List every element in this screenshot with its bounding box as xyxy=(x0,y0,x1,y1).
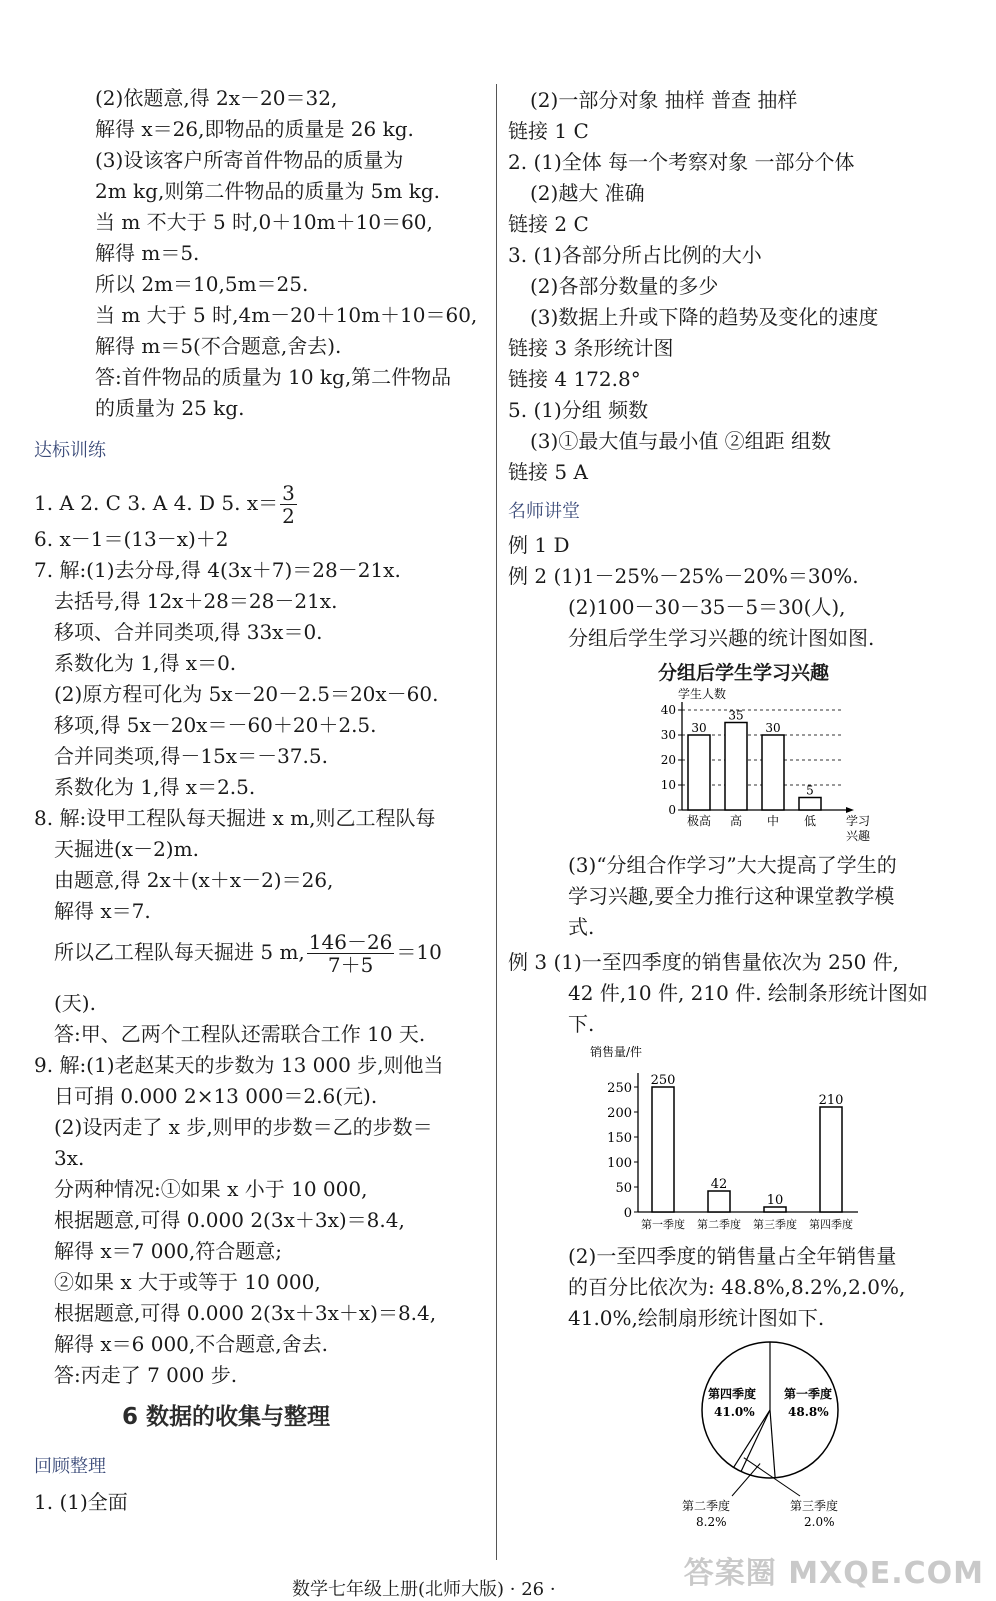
bar-value-label: 42 xyxy=(710,1177,728,1192)
text-line: (天). xyxy=(54,991,96,1015)
chart1-title: 分组后学生学习兴趣 xyxy=(658,662,830,684)
bar xyxy=(799,798,821,811)
bar-value-label: 5 xyxy=(806,783,814,798)
text-line: (2)设丙走了 x 步,则甲的步数＝乙的步数＝ xyxy=(54,1115,433,1139)
page-footer: 数学七年级上册(北师大版) · 26 · xyxy=(292,1579,556,1600)
bar xyxy=(652,1087,674,1212)
text-line: 的百分比依次为: 48.8%,8.2%,2.0%, xyxy=(568,1275,906,1299)
fraction-denominator: 7＋5 xyxy=(327,953,374,977)
text-line: 解得 x＝6 000,不合题意,舍去. xyxy=(54,1332,328,1356)
bar xyxy=(725,723,747,811)
text-line: 分组后学生学习兴趣的统计图如图. xyxy=(568,626,875,650)
text-line: 链接 5 A xyxy=(508,460,588,484)
chart3-sales-pie xyxy=(670,1338,870,1530)
text-line: 解得 m＝5. xyxy=(95,241,200,265)
text-line: 3. (1)各部分所占比例的大小 xyxy=(508,243,762,267)
text-line: 所以 2m＝10,5m＝25. xyxy=(95,272,309,296)
bar xyxy=(688,735,710,810)
text-line: (2)原方程可化为 5x－20－2.5＝20x－60. xyxy=(54,682,439,706)
text-line: 7. 解:(1)去分母,得 4(3x＋7)＝28－21x. xyxy=(34,558,401,582)
chapter-title: 6 数据的收集与整理 xyxy=(122,1404,331,1430)
text-line: 去括号,得 12x＋28＝28－21x. xyxy=(54,589,338,613)
text-line: (2)越大 准确 xyxy=(530,181,645,205)
y-tick-label: 30 xyxy=(660,728,676,742)
text-line: (2)100－30－35－5＝30(人), xyxy=(568,595,846,619)
text-line: (2)各部分数量的多少 xyxy=(530,274,719,298)
x-tick-label: 第一季度 xyxy=(641,1218,685,1231)
text-line: (3)“分组合作学习”大大提高了学生的 xyxy=(568,853,897,877)
y-tick-label: 50 xyxy=(615,1181,632,1196)
y-tick-label: 100 xyxy=(607,1156,632,1171)
text-line: 答:首件物品的质量为 10 kg,第二件物品 xyxy=(95,365,452,389)
text-line: 的质量为 25 kg. xyxy=(95,396,245,420)
y-tick-label: 250 xyxy=(607,1081,632,1096)
y-axis-label: 销售量/件 xyxy=(590,1045,643,1059)
q8-text: 所以乙工程队每天掘进 5 m, xyxy=(54,940,305,964)
text-line: 下. xyxy=(568,1012,595,1036)
text-line: 5. (1)分组 频数 xyxy=(508,398,649,422)
text-line: 9. 解:(1)老赵某天的步数为 13 000 步,则他当 xyxy=(34,1053,444,1077)
y-tick-label: 0 xyxy=(668,803,676,817)
text-line: 解得 x＝7 000,符合题意; xyxy=(54,1239,282,1263)
section-heading-huigu: 回顾整理 xyxy=(34,1456,106,1477)
y-tick-label: 200 xyxy=(607,1106,632,1121)
text-line: 分两种情况:①如果 x 小于 10 000, xyxy=(54,1177,368,1201)
chart2-sales-bar xyxy=(588,1040,888,1240)
section-heading-dabiao: 达标训练 xyxy=(34,440,106,461)
x-tick-label: 第四季度 xyxy=(809,1218,853,1231)
section-heading-mingshi: 名师讲堂 xyxy=(508,501,580,522)
text-line: 天掘进(x－2)m. xyxy=(54,837,199,861)
text-line: 例 1 D xyxy=(508,533,570,557)
text-line: 例 2 (1)1－25%－25%－20%＝30%. xyxy=(508,564,859,588)
text-line: 链接 4 172.8° xyxy=(508,367,641,391)
text-line: (3)数据上升或下降的趋势及变化的速度 xyxy=(530,305,879,329)
bar-value-label: 10 xyxy=(766,1193,784,1208)
bar-value-label: 30 xyxy=(765,721,781,735)
column-divider xyxy=(496,84,497,1560)
text-line: (2)一至四季度的销售量占全年销售量 xyxy=(568,1244,897,1268)
text-line: (3)①最大值与最小值 ②组距 组数 xyxy=(530,429,832,453)
text-line: 当 m 大于 5 时,4m－20＋10m＋10＝60, xyxy=(95,303,478,327)
q8-result: ＝10 xyxy=(396,940,442,964)
chart1-interest-bar xyxy=(650,682,890,847)
slice-percent: 2.0% xyxy=(804,1515,835,1529)
x-tick-label: 第二季度 xyxy=(697,1218,741,1231)
y-tick-label: 0 xyxy=(623,1206,632,1221)
text-line: 由题意,得 2x＋(x＋x－2)＝26, xyxy=(54,868,334,892)
y-tick-label: 150 xyxy=(607,1131,632,1146)
text-line: 链接 2 C xyxy=(508,212,589,236)
bar-value-label: 250 xyxy=(650,1073,676,1088)
text-line: 式. xyxy=(568,915,595,939)
y-axis-label: 学生人数 xyxy=(678,687,727,701)
y-tick-label: 20 xyxy=(660,753,676,767)
x-tick-label: 低 xyxy=(803,814,817,828)
bar-value-label: 210 xyxy=(818,1093,844,1108)
text-line: 解得 x＝26,即物品的质量是 26 kg. xyxy=(95,117,414,141)
slice-label: 第二季度 xyxy=(682,1499,731,1513)
text-line: 系数化为 1,得 x＝2.5. xyxy=(54,775,256,799)
slice-percent: 8.2% xyxy=(696,1515,727,1529)
text-line: 1. (1)全面 xyxy=(34,1490,128,1514)
text-line: 解得 x＝7. xyxy=(54,899,151,923)
bar xyxy=(762,735,784,810)
x-tick-label: 中 xyxy=(766,814,780,828)
x-tick-label: 高 xyxy=(729,814,743,828)
bar-value-label: 30 xyxy=(691,721,707,735)
text-line: 链接 3 条形统计图 xyxy=(508,336,674,360)
text-line: 41.0%,绘制扇形统计图如下. xyxy=(568,1306,825,1330)
text-line: 当 m 不大于 5 时,0＋10m＋10＝60, xyxy=(95,210,433,234)
text-line: (2)依题意,得 2x－20＝32, xyxy=(95,86,338,110)
right-column xyxy=(500,0,996,1600)
text-line: 3x. xyxy=(54,1146,85,1170)
slice-label: 第一季度 xyxy=(784,1387,833,1401)
fraction xyxy=(280,482,297,527)
fraction-numerator: 3 xyxy=(282,481,295,505)
text-line: 系数化为 1,得 x＝0. xyxy=(54,651,237,675)
text-line: 根据题意,可得 0.000 2(3x＋3x)＝8.4, xyxy=(54,1208,405,1232)
text-line: 移项,得 5x－20x＝－60＋20＋2.5. xyxy=(54,713,377,737)
x-axis-label: 学习 xyxy=(846,814,871,828)
text-line: 合并同类项,得－15x＝－37.5. xyxy=(54,744,328,768)
text-line: 2m kg,则第二件物品的质量为 5m kg. xyxy=(95,179,441,203)
fraction-denominator: 2 xyxy=(282,504,295,528)
slice-label: 第四季度 xyxy=(708,1387,757,1401)
text-line: 答:甲、乙两个工程队还需联合工作 10 天. xyxy=(54,1022,426,1046)
bar xyxy=(708,1191,730,1212)
text-line: ②如果 x 大于或等于 10 000, xyxy=(54,1270,321,1294)
text-line: (2)一部分对象 抽样 普查 抽样 xyxy=(530,88,798,112)
x-tick-label: 第三季度 xyxy=(753,1218,797,1231)
slice-label: 第三季度 xyxy=(790,1499,839,1513)
fraction xyxy=(307,931,395,976)
text-line: 学习兴趣,要全力推行这种课堂教学模 xyxy=(568,884,895,908)
bar-value-label: 35 xyxy=(728,708,744,723)
text-line: 链接 1 C xyxy=(508,119,589,143)
answer-line-8 xyxy=(54,931,442,976)
text-line: 2. (1)全体 每一个考察对象 一部分个体 xyxy=(508,150,855,174)
text-line: 日可捐 0.000 2×13 000＝2.6(元). xyxy=(54,1084,378,1108)
watermark: 答案圈 MXQE.COM xyxy=(683,1556,984,1591)
text-line: (3)设该客户所寄首件物品的质量为 xyxy=(95,148,404,172)
slice-percent: 48.8% xyxy=(788,1405,829,1419)
y-tick-label: 40 xyxy=(660,703,676,717)
text-line: 6. x－1＝(13－x)＋2 xyxy=(34,527,229,551)
text-line: 例 3 (1)一至四季度的销售量依次为 250 件, xyxy=(508,950,900,974)
x-tick-label: 极高 xyxy=(686,814,712,828)
y-tick-label: 10 xyxy=(660,778,676,792)
text-line: 答:丙走了 7 000 步. xyxy=(54,1363,238,1387)
bar xyxy=(820,1107,842,1212)
text-line: 8. 解:设甲工程队每天掘进 x m,则乙工程队每 xyxy=(34,806,436,830)
answer-line-1-5 xyxy=(34,482,299,527)
text-line: 42 件,10 件, 210 件. 绘制条形统计图如 xyxy=(568,981,928,1005)
text-line: 解得 m＝5(不合题意,舍去). xyxy=(95,334,342,358)
x-axis-label: 兴趣 xyxy=(846,829,871,843)
fraction-numerator: 146－26 xyxy=(308,930,393,954)
text-line: 移项、合并同类项,得 33x＝0. xyxy=(54,620,323,644)
slice-percent: 41.0% xyxy=(714,1405,755,1419)
x-axis-arrow xyxy=(846,807,854,813)
answers-1-5: 1. A 2. C 3. A 4. D 5. x＝ xyxy=(34,491,279,515)
text-line: 根据题意,可得 0.000 2(3x＋3x＋x)＝8.4, xyxy=(54,1301,437,1325)
